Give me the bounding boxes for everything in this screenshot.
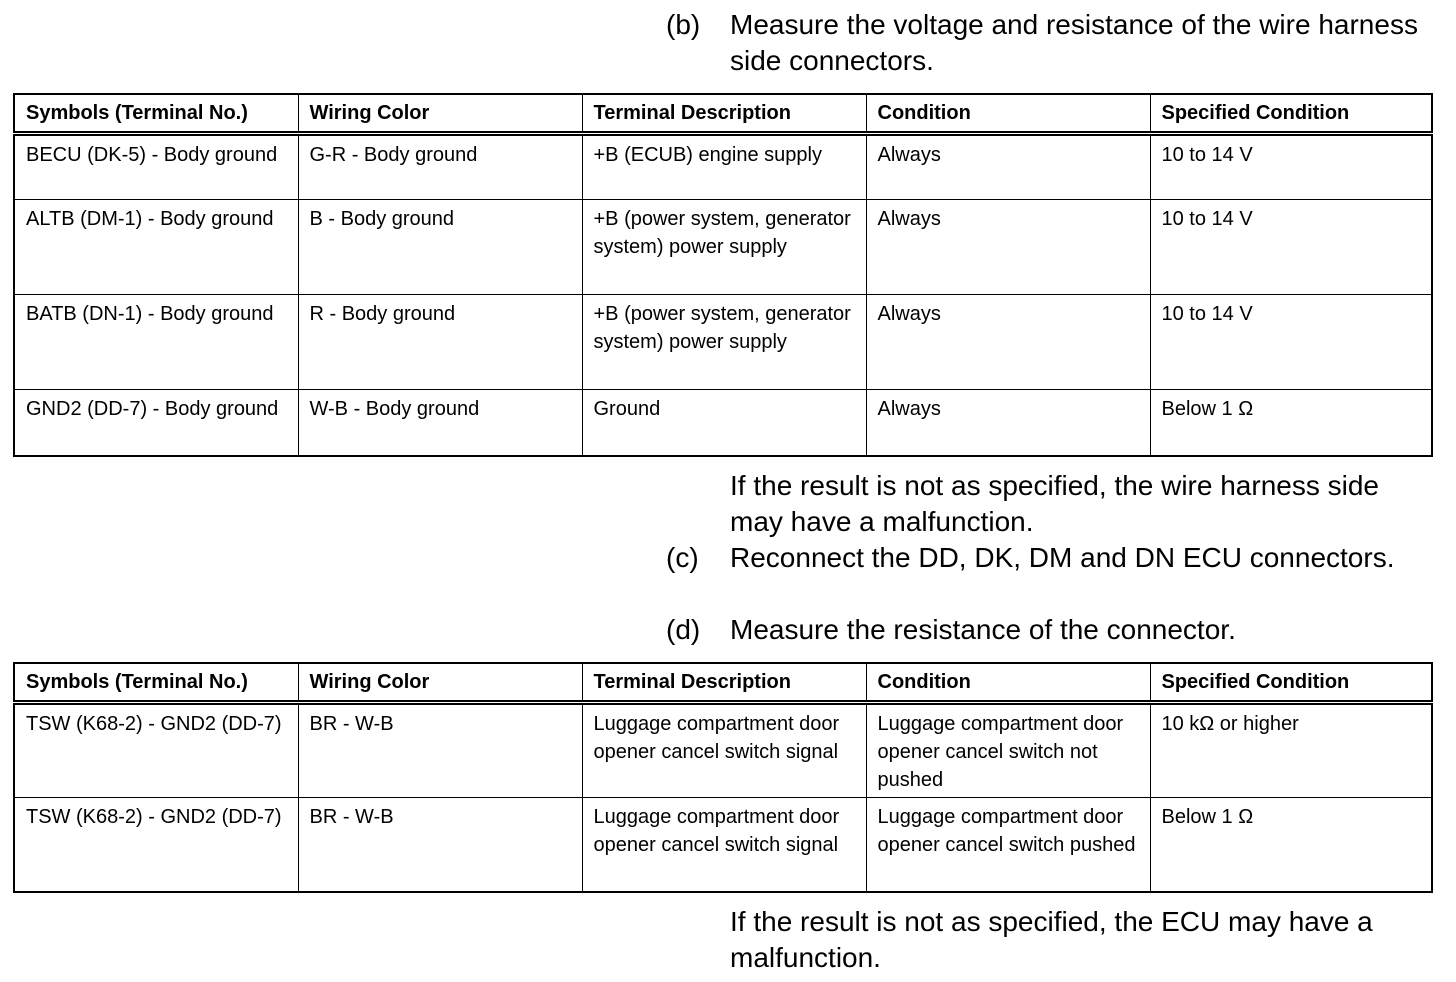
cell-specified-condition: 10 to 14 V	[1150, 134, 1432, 200]
header-wiring-color: Wiring Color	[298, 94, 582, 134]
header-terminal-description: Terminal Description	[582, 94, 866, 134]
table-row	[14, 134, 1432, 200]
cell-wiring-color: BR - W-B	[298, 703, 582, 798]
cell-terminal-description: +B (ECUB) engine supply	[582, 134, 866, 200]
cell-terminal-description: +B (power system, generator system) power supply	[582, 200, 866, 295]
table-row	[14, 295, 1432, 390]
cell-specified-condition: 10 to 14 V	[1150, 295, 1432, 390]
header-wiring-color: Wiring Color	[298, 663, 582, 703]
cell-terminal-description: +B (power system, generator system) power supply	[582, 295, 866, 390]
resistance-table	[13, 662, 1433, 893]
step-c-marker: (c)	[666, 542, 699, 573]
cell-symbols: BATB (DN-1) - Body ground	[14, 295, 298, 390]
cell-condition: Always	[866, 390, 1150, 456]
cell-condition: Always	[866, 200, 1150, 295]
header-condition: Condition	[866, 94, 1150, 134]
cell-wiring-color: B - Body ground	[298, 200, 582, 295]
cell-symbols: TSW (K68-2) - GND2 (DD-7)	[14, 703, 298, 798]
step-b-marker: (b)	[666, 9, 701, 40]
note-ecu-malfunction: If the result is not as specified, the ECU may have a malfunction.	[730, 906, 1373, 973]
step-b-text: Measure the voltage and resistance of the wire harness side connectors.	[730, 9, 1418, 76]
step-d-marker: (d)	[666, 614, 701, 645]
cell-symbols: BECU (DK-5) - Body ground	[14, 134, 298, 200]
cell-symbols: GND2 (DD-7) - Body ground	[14, 390, 298, 456]
header-symbols: Symbols (Terminal No.)	[14, 94, 298, 134]
step-d	[666, 612, 1436, 648]
cell-terminal-description: Ground	[582, 390, 866, 456]
cell-condition: Always	[866, 295, 1150, 390]
cell-condition: Luggage compartment door opener cancel switch not pushed	[866, 703, 1150, 798]
cell-terminal-description: Luggage compartment door opener cancel switch signal	[582, 798, 866, 892]
table-header-row	[14, 663, 1432, 703]
table-row	[14, 390, 1432, 456]
cell-symbols: TSW (K68-2) - GND2 (DD-7)	[14, 798, 298, 892]
step-b	[666, 7, 1436, 79]
step-c-text: Reconnect the DD, DK, DM and DN ECU connectors.	[730, 542, 1395, 573]
step-d-text: Measure the resistance of the connector.	[730, 614, 1236, 645]
table-row	[14, 798, 1432, 892]
header-specified-condition: Specified Condition	[1150, 94, 1432, 134]
cell-terminal-description: Luggage compartment door opener cancel switch signal	[582, 703, 866, 798]
header-terminal-description: Terminal Description	[582, 663, 866, 703]
cell-symbols: ALTB (DM-1) - Body ground	[14, 200, 298, 295]
cell-specified-condition: Below 1 Ω	[1150, 390, 1432, 456]
table-row	[14, 703, 1432, 798]
cell-wiring-color: R - Body ground	[298, 295, 582, 390]
cell-specified-condition: Below 1 Ω	[1150, 798, 1432, 892]
note-harness-malfunction: If the result is not as specified, the wire harness side may have a malfunction.	[730, 470, 1379, 537]
cell-wiring-color: W-B - Body ground	[298, 390, 582, 456]
header-condition: Condition	[866, 663, 1150, 703]
cell-specified-condition: 10 to 14 V	[1150, 200, 1432, 295]
voltage-resistance-table	[13, 93, 1433, 457]
cell-wiring-color: G-R - Body ground	[298, 134, 582, 200]
table-row	[14, 200, 1432, 295]
header-specified-condition: Specified Condition	[1150, 663, 1432, 703]
table-header-row	[14, 94, 1432, 134]
cell-specified-condition: 10 kΩ or higher	[1150, 703, 1432, 798]
cell-condition: Luggage compartment door opener cancel switch pushed	[866, 798, 1150, 892]
cell-wiring-color: BR - W-B	[298, 798, 582, 892]
step-c	[666, 540, 1436, 576]
header-symbols: Symbols (Terminal No.)	[14, 663, 298, 703]
cell-condition: Always	[866, 134, 1150, 200]
